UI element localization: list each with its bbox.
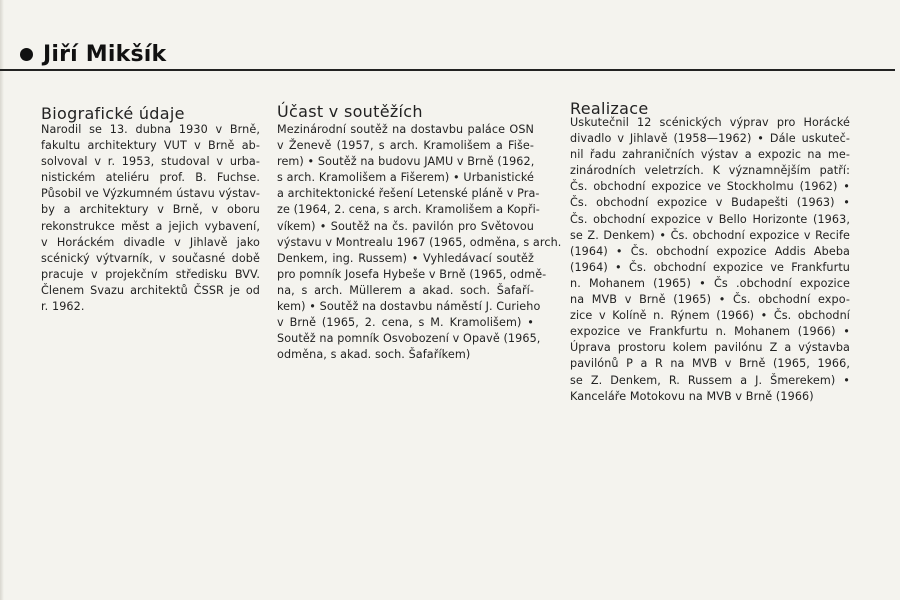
competitions-text <box>277 122 562 363</box>
text-line: Narodil se 13. dubna 1930 v Brně, <box>41 123 260 136</box>
text-line: kem) • Soutěž na dostavbu náměstí J. Curieho <box>277 300 541 314</box>
text-line: Mezinárodní soutěž na dostavbu paláce OSN <box>277 123 534 136</box>
header-divider <box>0 69 895 71</box>
text-line: nil řadu zahraničních výstav a expozic na me- <box>570 148 850 162</box>
text-line: v Horáckém divadle v Jihlavě jako <box>41 235 260 249</box>
text-line: a architektonické řešení Letenské pláně v Pra- <box>277 187 540 201</box>
biography-heading: Biografické údaje <box>41 104 185 124</box>
text-line: Čs. obchodní expozice ve Stockholmu (1962) • <box>570 180 850 194</box>
text-line: scénický výtvarník, v současné době <box>41 251 260 265</box>
text-line: Čs. obchodní expozice v Budapešti (1963) • <box>570 196 850 210</box>
text-line: Čs. obchodní expozice v Bello Horizonte (1963, <box>570 212 850 226</box>
text-line: by a architektury v Brně, v oboru <box>41 203 260 217</box>
text-line: (1964) • Čs. obchodní expozice ve Frankfurtu <box>570 260 850 274</box>
text-line: Působil ve Výzkumném ústavu výstav- <box>41 187 260 201</box>
text-line: na MVB v Brně (1965) • Čs. obchodní expo- <box>570 293 850 307</box>
biography-text <box>41 122 260 315</box>
text-line: fakultu architektury VUT v Brně ab- <box>41 139 260 153</box>
text-line: rekonstrukce měst a jejich vybavení, <box>41 219 260 233</box>
text-line: nistickém ateliéru prof. B. Fuchse. <box>41 171 260 185</box>
competitions-heading: Účast v soutěžích <box>277 102 423 122</box>
text-line: r. 1962. <box>41 300 85 314</box>
text-line: výstavu v Montrealu 1967 (1965, odměna, s arch. <box>277 235 562 249</box>
text-line: Uskutečnil 12 scénických výprav pro Horácké <box>570 116 850 129</box>
text-line: zinárodních veletrzích. K významnějším patří: <box>570 164 850 178</box>
text-line: odměna, s akad. soch. Šafaříkem) <box>277 348 471 362</box>
page-edge-shadow <box>0 0 4 600</box>
text-line: pracuje v projekčním středisku BVV. <box>41 267 260 281</box>
realization-text <box>570 115 850 405</box>
text-line: v Ženevě (1957, s arch. Kramolišem a Fiše- <box>277 139 534 153</box>
page-header <box>20 42 166 67</box>
text-line: Úprava prostoru kolem pavilónu Z a výstavba <box>570 341 850 355</box>
text-line: Soutěž na pomník Osvobození v Opavě (1965, <box>277 332 541 346</box>
text-line: n. Mohanem (1965) • Čs .obchodní expozice <box>570 276 850 290</box>
bullet-icon <box>20 48 33 61</box>
text-line: se Z. Denkem) • Čs. obchodní expozice v Recife <box>570 228 850 242</box>
text-line: rem) • Soutěž na budovu JAMU v Brně (1962, <box>277 155 535 169</box>
text-line: Členem Svazu architektů ČSSR je od <box>41 283 260 297</box>
text-line: v Brně (1965, 2. cena, s M. Kramolišem) • <box>277 316 534 330</box>
text-line: zice v Kolíně n. Rýnem (1966) • Čs. obchodní <box>570 309 850 323</box>
text-line: Kanceláře Motokovu na MVB v Brně (1966) <box>570 389 814 403</box>
text-line: na, s arch. Müllerem a akad. soch. Šafaří- <box>277 283 534 297</box>
text-line: pro pomník Josefa Hybeše v Brně (1965, odmě- <box>277 267 547 281</box>
text-line: (1964) • Čs. obchodní expozice Addis Abeba <box>570 244 850 258</box>
text-line: expozice ve Frankfurtu n. Mohanem (1966) • <box>570 325 850 339</box>
text-line: divadlo v Jihlavě (1958—1962) • Dále uskuteč- <box>570 132 850 146</box>
text-line: víkem) • Soutěž na čs. pavilón pro Světovou <box>277 219 534 233</box>
text-line: se Z. Denkem, R. Russem a J. Šmerekem) • <box>570 373 850 387</box>
realization-heading: Realizace <box>570 99 649 119</box>
text-line: solvoval v r. 1953, studoval v urba- <box>41 155 260 169</box>
page-title: Jiří Mikšík <box>43 42 167 67</box>
text-line: Denkem, ing. Russem) • Vyhledávací soutěž <box>277 251 534 265</box>
text-line: pavilónů P a R na MVB v Brně (1965, 1966, <box>570 357 850 371</box>
text-line: ze (1964, 2. cena, s arch. Kramolišem a Kopři- <box>277 203 540 217</box>
text-line: s arch. Kramolišem a Fišerem) • Urbanistické <box>277 171 534 185</box>
